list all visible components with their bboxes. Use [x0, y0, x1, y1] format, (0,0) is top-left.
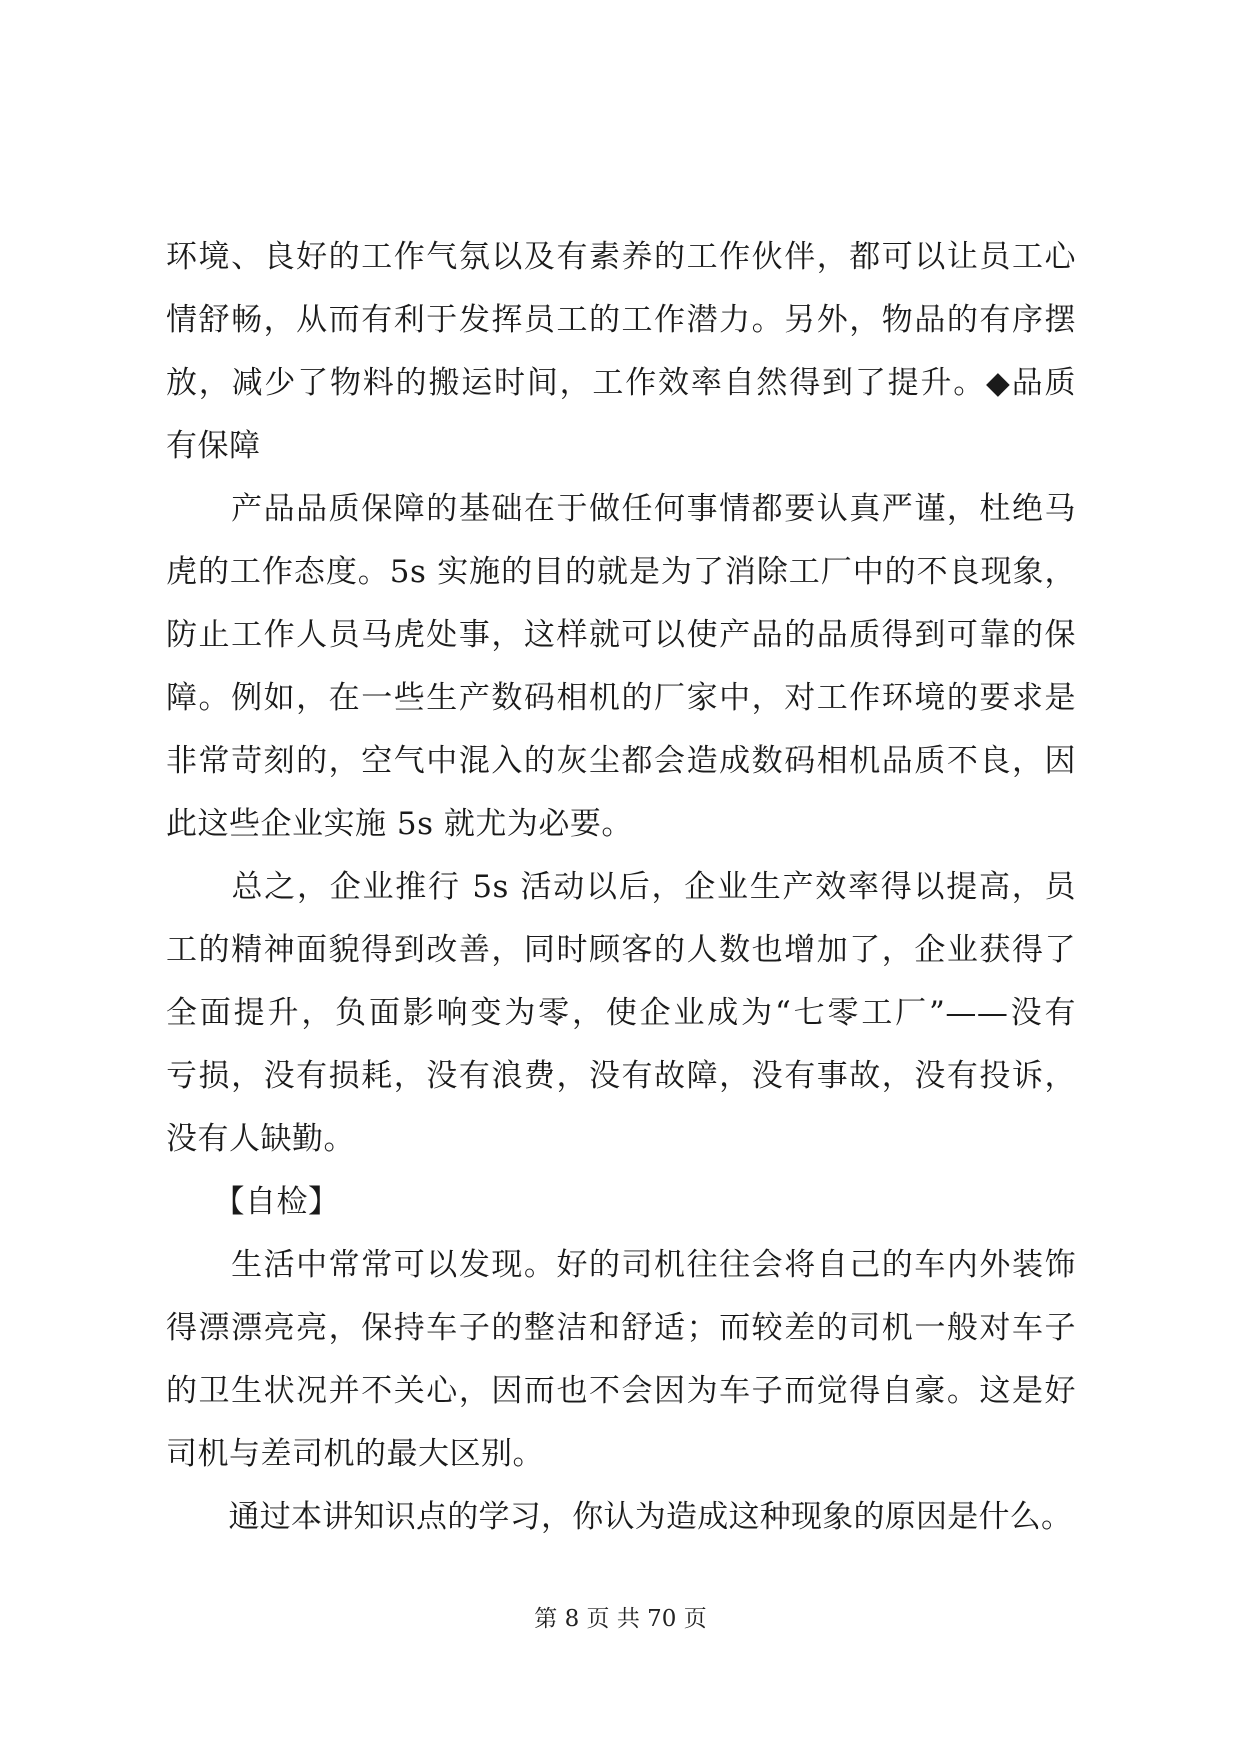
page-number-footer: 第 8 页 共 70 页 — [534, 1606, 707, 1632]
text-line: 环境、良好的工作气氛以及有素养的工作伙伴，都可以让员工心 — [166, 239, 1076, 275]
text-line: 防止工作人员马虎处事，这样就可以使产品的品质得到可靠的保 — [166, 617, 1076, 653]
text-line: 生活中常常可以发现。好的司机往往会将自己的车内外装饰 — [166, 1247, 1076, 1283]
text-line: 通过本讲知识点的学习，你认为造成这种现象的原因是什么。 — [166, 1499, 1073, 1535]
paragraph-question — [166, 1486, 1076, 1549]
paragraph-quality — [166, 478, 1076, 856]
paragraph-driver-example — [166, 1234, 1076, 1486]
text-line: 总之，企业推行 5s 活动以后，企业生产效率得以提高，员 — [166, 869, 1076, 905]
text-line: 障。例如，在一些生产数码相机的厂家中，对工作环境的要求是 — [166, 680, 1076, 716]
text-line: 此这些企业实施 5s 就尤为必要。 — [166, 806, 633, 842]
text-line: 有保障 — [166, 428, 261, 464]
text-line: 工的精神面貌得到改善，同时顾客的人数也增加了，企业获得了 — [166, 932, 1076, 968]
text-line: 亏损，没有损耗，没有浪费，没有故障，没有事故，没有投诉， — [166, 1058, 1076, 1094]
paragraph-summary — [166, 856, 1076, 1171]
document-body — [166, 226, 1076, 1549]
text-line: 全面提升，负面影响变为零，使企业成为“七零工厂”——没有 — [166, 995, 1076, 1031]
text-line: 的卫生状况并不关心，因而也不会因为车子而觉得自豪。这是好 — [166, 1373, 1076, 1409]
section-heading: 【自检】 — [166, 1184, 340, 1220]
text-line: 司机与差司机的最大区别。 — [166, 1436, 544, 1472]
section-heading-self-check — [166, 1171, 1076, 1234]
text-line: 非常苛刻的，空气中混入的灰尘都会造成数码相机品质不良，因 — [166, 743, 1076, 779]
text-line: 虎的工作态度。5s 实施的目的就是为了消除工厂中的不良现象， — [166, 554, 1076, 590]
paragraph-efficiency — [166, 226, 1076, 478]
text-line: 放，减少了物料的搬运时间，工作效率自然得到了提升。◆品质 — [166, 365, 1076, 401]
text-line: 没有人缺勤。 — [166, 1121, 355, 1157]
text-line: 情舒畅，从而有利于发挥员工的工作潜力。另外，物品的有序摆 — [166, 302, 1076, 338]
text-line: 得漂漂亮亮，保持车子的整洁和舒适；而较差的司机一般对车子 — [166, 1310, 1076, 1346]
text-line: 产品品质保障的基础在于做任何事情都要认真严谨，杜绝马 — [166, 491, 1076, 527]
